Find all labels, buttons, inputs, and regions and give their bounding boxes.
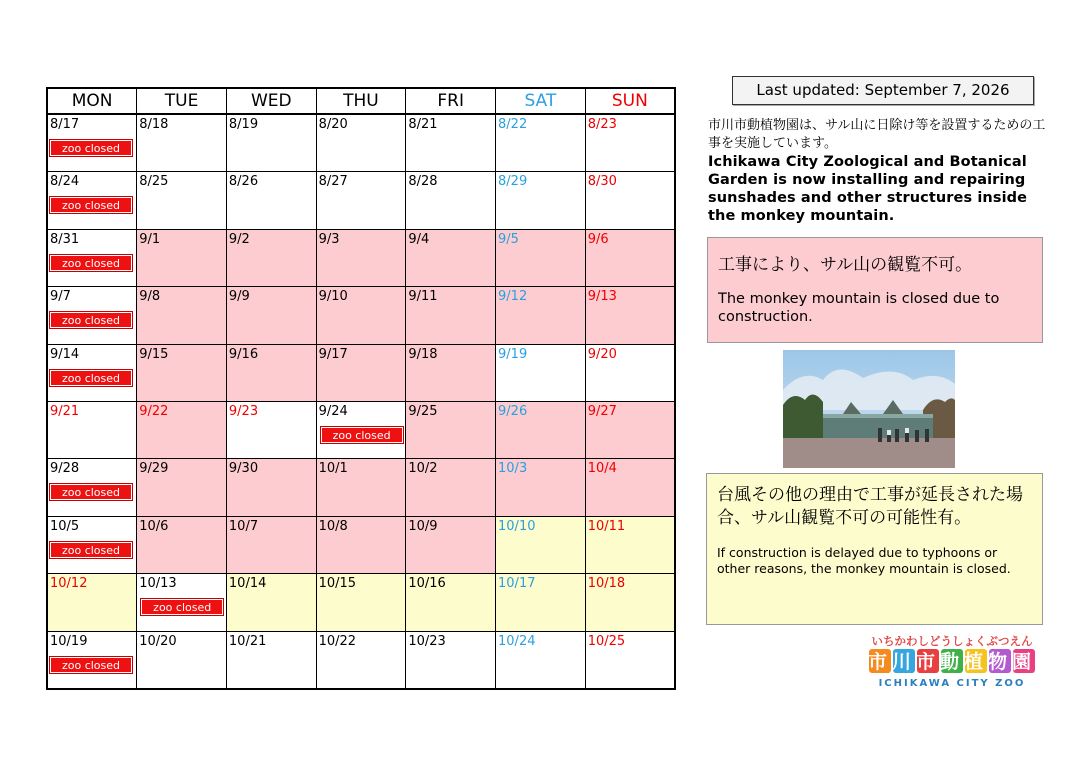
- calendar-date-label: 9/20: [587, 346, 617, 362]
- calendar-date-label: 10/12: [50, 576, 88, 592]
- calendar-day-cell-sun: [585, 229, 675, 286]
- calendar-day-cell-sun: [585, 574, 675, 631]
- zoo-closed-badge: zoo closed: [50, 197, 132, 213]
- calendar-day-cell-sat: [496, 401, 586, 458]
- calendar-date-label: 8/22: [498, 117, 528, 132]
- calendar-day-cell-wed: [226, 516, 316, 573]
- calendar-day-cell-fri: [406, 631, 496, 689]
- calendar-day-cell-fri: [406, 229, 496, 286]
- calendar-date-label: 9/26: [498, 403, 528, 419]
- calendar-day-cell-wed: [226, 631, 316, 689]
- calendar-day-cell-thu: [316, 574, 406, 631]
- calendar-date-label: 9/10: [318, 289, 348, 305]
- header-fri: FRI: [406, 88, 496, 114]
- calendar-week-row: [47, 287, 675, 344]
- calendar-date-label: 8/21: [408, 117, 438, 132]
- zoo-closed-badge: zoo closed: [141, 599, 223, 615]
- zoo-closed-badge: zoo closed: [50, 255, 132, 271]
- calendar-week-row: [47, 516, 675, 573]
- calendar-date-label: 9/9: [228, 289, 250, 305]
- calendar-day-cell-sun: [585, 114, 675, 172]
- calendar-date-label: 9/27: [587, 403, 617, 419]
- calendar-date-label: 9/23: [228, 403, 259, 419]
- calendar-date-label: 10/7: [228, 518, 259, 534]
- calendar-day-cell-thu: [316, 631, 406, 689]
- calendar-date-label: 10/24: [498, 633, 536, 649]
- calendar-day-cell-tue: [137, 516, 227, 573]
- calendar-date-label: 10/13: [139, 576, 177, 592]
- calendar-day-cell-sun: [585, 401, 675, 458]
- closure-notice-english: The monkey mountain is closed due to construction.: [718, 291, 1000, 325]
- calendar-day-cell-sat: [496, 172, 586, 229]
- header-wed: WED: [226, 88, 316, 114]
- calendar-day-cell-tue: [137, 114, 227, 172]
- calendar-date-label: 8/31: [50, 231, 80, 247]
- calendar-date-label: 8/30: [587, 174, 617, 190]
- calendar-day-cell-wed: [226, 114, 316, 172]
- calendar-day-cell-sat: [496, 229, 586, 286]
- calendar-day-cell-fri: [406, 114, 496, 172]
- calendar-header-row: [47, 88, 675, 114]
- calendar-date-label: 10/17: [498, 576, 536, 592]
- calendar-week-row: [47, 114, 675, 172]
- calendar-date-label: 10/3: [498, 461, 528, 477]
- calendar-date-label: 10/14: [228, 576, 267, 592]
- header-thu: THU: [316, 88, 406, 114]
- calendar-day-cell-fri: [406, 516, 496, 573]
- calendar-day-cell-mon: [47, 516, 137, 573]
- calendar-date-label: 9/11: [408, 289, 438, 305]
- calendar-day-cell-tue: [137, 631, 227, 689]
- logo-reading: いちかわしどうしょくぶつえん: [871, 634, 1033, 648]
- calendar-date-label: 10/6: [139, 518, 169, 534]
- calendar-day-cell-sun: [585, 459, 675, 516]
- zoo-logo-graphic: [866, 631, 1038, 691]
- calendar-date-label: 10/8: [318, 518, 348, 534]
- calendar-date-label: 10/2: [408, 461, 438, 477]
- monkey-mountain-photo: [783, 350, 955, 468]
- calendar-day-cell-sun: [585, 172, 675, 229]
- calendar-day-cell-wed: [226, 172, 316, 229]
- logo-name: 市川市動植物園: [867, 651, 1037, 673]
- calendar-day-cell-mon: [47, 229, 137, 286]
- calendar-day-cell-tue: [137, 229, 227, 286]
- calendar-day-cell-sun: [585, 287, 675, 344]
- calendar-day-cell-fri: [406, 287, 496, 344]
- notice-english: Ichikawa City Zoological and Botanical Garden is now installing and repairing sunshades and other structures inside the monkey mountain.: [708, 154, 1028, 224]
- calendar-date-label: 9/4: [408, 231, 430, 247]
- zoo-closed-badge: zoo closed: [50, 484, 132, 500]
- zoo-closed-badge: zoo closed: [50, 370, 132, 386]
- delay-notice-english: If construction is delayed due to typhoons or other reasons, the monkey mountain is closed.: [717, 545, 1011, 576]
- calendar-day-cell-mon: [47, 574, 137, 631]
- calendar-day-cell-mon: [47, 287, 137, 344]
- calendar-date-label: 8/27: [318, 174, 348, 190]
- calendar-date-label: 9/15: [139, 346, 169, 362]
- calendar-day-cell-mon: [47, 631, 137, 689]
- calendar-week-row: [47, 574, 675, 631]
- calendar-day-cell-thu: [316, 287, 406, 344]
- calendar-day-cell-sat: [496, 287, 586, 344]
- calendar-day-cell-mon: [47, 172, 137, 229]
- calendar-date-label: 10/15: [318, 576, 357, 592]
- calendar-date-label: 9/17: [318, 346, 348, 362]
- zoo-logo: [866, 631, 1038, 691]
- calendar-date-label: 9/7: [50, 289, 71, 305]
- calendar-date-label: 9/29: [139, 461, 169, 477]
- calendar-day-cell-sat: [496, 344, 586, 401]
- calendar-date-label: 9/2: [228, 231, 250, 247]
- calendar-date-label: 8/24: [50, 174, 80, 190]
- calendar-date-label: 9/21: [50, 403, 80, 419]
- calendar-week-row: [47, 344, 675, 401]
- calendar-date-label: 9/13: [587, 289, 617, 305]
- delay-notice-box: [706, 473, 1043, 625]
- calendar-day-cell-sat: [496, 631, 586, 689]
- closure-notice-japanese: 工事により、サル山の観覧不可。: [718, 255, 973, 275]
- calendar-day-cell-wed: [226, 401, 316, 458]
- calendar-day-cell-sun: [585, 516, 675, 573]
- last-updated-box: Last updated: September 7, 2026: [732, 76, 1034, 105]
- calendar-date-label: 10/19: [50, 633, 88, 649]
- calendar-week-row: [47, 172, 675, 229]
- calendar-date-label: 9/14: [50, 346, 80, 362]
- zoo-closed-badge: zoo closed: [50, 140, 132, 156]
- calendar-date-label: 8/20: [318, 117, 348, 132]
- calendar-day-cell-tue: [137, 172, 227, 229]
- calendar-date-label: 9/3: [318, 231, 340, 247]
- calendar-date-label: 10/22: [318, 633, 357, 649]
- calendar-week-row: [47, 229, 675, 286]
- calendar-date-label: 10/10: [498, 518, 536, 534]
- header-tue: TUE: [137, 88, 227, 114]
- calendar-date-label: 8/28: [408, 174, 438, 190]
- calendar-date-label: 10/11: [587, 518, 626, 534]
- calendar-week-row: [47, 631, 675, 689]
- calendar-day-cell-thu: [316, 459, 406, 516]
- header-sun: SUN: [585, 88, 675, 114]
- calendar-date-label: 9/22: [139, 403, 169, 419]
- calendar-day-cell-fri: [406, 401, 496, 458]
- calendar-date-label: 10/4: [587, 461, 617, 477]
- calendar-day-cell-fri: [406, 459, 496, 516]
- calendar-date-label: 9/25: [408, 403, 438, 419]
- zoo-closed-badge: zoo closed: [50, 657, 132, 673]
- calendar-date-label: 9/19: [498, 346, 528, 362]
- calendar-date-label: 9/8: [139, 289, 161, 305]
- notice-japanese: 市川市動植物園は、サル山に日除け等を設置するための工事を実施しています。: [708, 118, 1046, 151]
- zoo-closed-badge: zoo closed: [321, 427, 403, 443]
- calendar-day-cell-sat: [496, 516, 586, 573]
- calendar-day-cell-wed: [226, 574, 316, 631]
- calendar-week-row: [47, 459, 675, 516]
- calendar-date-label: 10/16: [408, 576, 446, 592]
- calendar-date-label: 10/9: [408, 518, 438, 534]
- calendar-date-label: 10/20: [139, 633, 177, 649]
- calendar-day-cell-sat: [496, 114, 586, 172]
- calendar-date-label: 9/28: [50, 461, 80, 477]
- calendar-day-cell-sun: [585, 631, 675, 689]
- calendar-body: [47, 114, 675, 689]
- calendar-day-cell-tue: [137, 574, 227, 631]
- calendar-date-label: 10/5: [50, 518, 80, 534]
- calendar-day-cell-mon: [47, 401, 137, 458]
- calendar-day-cell-sat: [496, 574, 586, 631]
- calendar-day-cell-thu: [316, 114, 406, 172]
- header-sat: SAT: [496, 88, 586, 114]
- calendar-day-cell-tue: [137, 401, 227, 458]
- calendar-day-cell-thu: [316, 516, 406, 573]
- delay-notice-japanese: 台風その他の理由で工事が延長された場合、サル山観覧不可の可能性有。: [717, 485, 1023, 528]
- calendar-day-cell-tue: [137, 459, 227, 516]
- calendar-day-cell-mon: [47, 459, 137, 516]
- calendar-day-cell-sun: [585, 344, 675, 401]
- calendar-date-label: 8/23: [587, 117, 617, 132]
- calendar-day-cell-tue: [137, 344, 227, 401]
- calendar-day-cell-sat: [496, 459, 586, 516]
- calendar-day-cell-thu: [316, 401, 406, 458]
- calendar-day-cell-fri: [406, 574, 496, 631]
- calendar-day-cell-mon: [47, 114, 137, 172]
- calendar-day-cell-wed: [226, 229, 316, 286]
- calendar-day-cell-thu: [316, 172, 406, 229]
- calendar-date-label: 8/26: [228, 174, 259, 190]
- calendar-day-cell-thu: [316, 344, 406, 401]
- calendar-day-cell-tue: [137, 287, 227, 344]
- calendar-date-label: 8/25: [139, 174, 169, 190]
- calendar-date-label: 10/18: [587, 576, 626, 592]
- calendar-week-row: [47, 401, 675, 458]
- closure-notice-box: [707, 237, 1043, 343]
- calendar-date-label: 9/18: [408, 346, 438, 362]
- calendar-date-label: 8/17: [50, 117, 80, 132]
- calendar-date-label: 8/29: [498, 174, 528, 190]
- calendar-date-label: 9/6: [587, 231, 609, 247]
- calendar-date-label: 9/16: [228, 346, 259, 362]
- calendar-day-cell-wed: [226, 344, 316, 401]
- photo-illustration: [783, 350, 955, 468]
- calendar-date-label: 9/5: [498, 231, 519, 247]
- logo-romaji: ICHIKAWA CITY ZOO: [878, 678, 1026, 689]
- calendar-day-cell-fri: [406, 172, 496, 229]
- header-mon: MON: [47, 88, 137, 114]
- calendar-date-label: 8/18: [139, 117, 169, 132]
- calendar-date-label: 10/23: [408, 633, 446, 649]
- calendar-day-cell-wed: [226, 459, 316, 516]
- calendar-date-label: 9/24: [318, 403, 348, 419]
- calendar-date-label: 10/21: [228, 633, 267, 649]
- calendar-table: [46, 87, 676, 690]
- calendar-day-cell-fri: [406, 344, 496, 401]
- calendar-day-cell-thu: [316, 229, 406, 286]
- calendar-date-label: 9/12: [498, 289, 528, 305]
- calendar-date-label: 8/19: [228, 117, 259, 132]
- calendar-date-label: 9/1: [139, 231, 161, 247]
- calendar-day-cell-wed: [226, 287, 316, 344]
- calendar-date-label: 10/1: [318, 461, 348, 477]
- zoo-closed-badge: zoo closed: [50, 542, 132, 558]
- calendar-date-label: 10/25: [587, 633, 626, 649]
- zoo-closed-badge: zoo closed: [50, 312, 132, 328]
- calendar-day-cell-mon: [47, 344, 137, 401]
- calendar-date-label: 9/30: [228, 461, 259, 477]
